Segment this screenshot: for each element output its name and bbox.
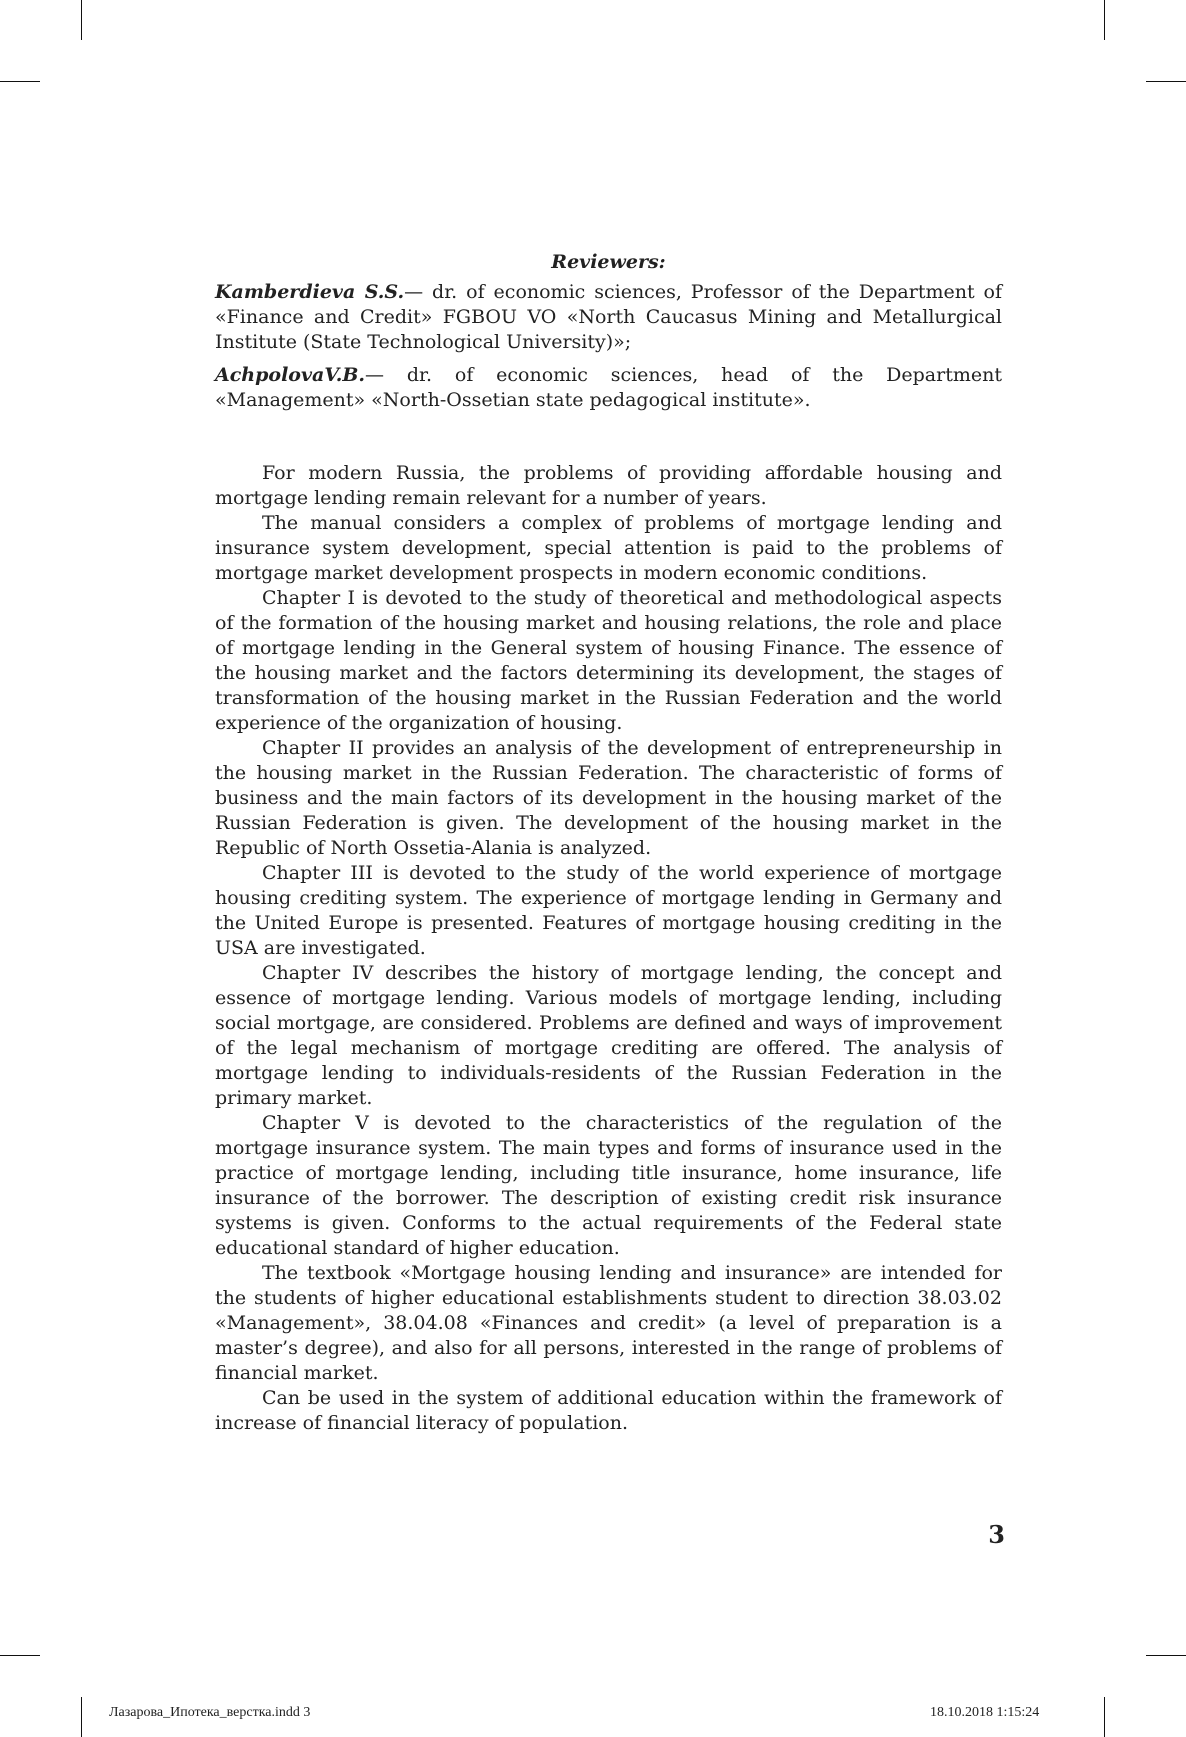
abstract-paragraph: Chapter V is devoted to the characteristics of the regulation of the mortgage insurance system. The main types and forms of insurance used in the practice of mortgage lending, including title insurance, home insurance, life insurance of the borrower. The description of existing credit risk insurance systems is given. Conforms to the actual requirements of the Federal state educational standard of higher education.: [215, 1112, 1002, 1259]
abstract-paragraph: Chapter I is devoted to the study of theoretical and methodological aspects of the formation of the housing market and housing relations, the role and place of mortgage lending in the General system of housing Finance. The essence of the housing market and the factors determining its development, the stages of transformation of the housing market in the Russian Federation and the world experience of the organization of housing.: [215, 587, 1002, 734]
reviewer-entry: [215, 363, 1002, 413]
reviewer-entry: [215, 280, 1002, 355]
abstract-paragraph: Chapter III is devoted to the study of the world experience of mortgage housing crediting system. The experience of mortgage lending in Germany and the United Europe is presented. Features of mortgage housing crediting in the USA are investigated.: [215, 862, 1002, 959]
reviewer-name: Kamberdieva S.S.: [215, 281, 405, 303]
crop-mark: [81, 1697, 82, 1737]
reviewer-details: — dr. of economic sciences, head of the Department «Management» «North-Ossetian state pedagogical institute».: [215, 364, 1002, 411]
crop-mark: [1146, 1655, 1186, 1656]
reviewers-title: Reviewers:: [551, 251, 666, 273]
abstract-paragraph: Chapter II provides an analysis of the development of entrepreneurship in the housing market in the Russian Federation. The characteristic of forms of business and the main factors of its development in the housing market of the Russian Federation is given. The development of the housing market in the Republic of North Ossetia-Alania is analyzed.: [215, 737, 1002, 859]
crop-mark: [1146, 81, 1186, 82]
slug-timestamp: 18.10.2018 1:15:24: [930, 1705, 1040, 1720]
section-gap: [215, 421, 1002, 461]
slug-filename: Лазарова_Ипотека_верстка.indd 3: [109, 1705, 311, 1720]
crop-mark: [0, 1655, 40, 1656]
abstract-paragraph: The manual considers a complex of problems of mortgage lending and insurance system development, special attention is paid to the problems of mortgage market development prospects in modern economic conditions.: [215, 512, 1002, 584]
reviewer-name: AchpolovaV.B.: [215, 364, 366, 386]
abstract-paragraph: The textbook «Mortgage housing lending and insurance» are intended for the students of higher educational establishments student to direction 38.03.02 «Management», 38.04.08 «Finances and credit» (a level of preparation is a master’s degree), and also for all persons, interested in the range of problems of financial market.: [215, 1262, 1002, 1384]
page-number: 3: [988, 1520, 1005, 1549]
page-content: [215, 250, 1002, 1436]
abstract-paragraph: For modern Russia, the problems of providing affordable housing and mortgage lending remain relevant for a number of years.: [215, 462, 1002, 509]
abstract-paragraph: Chapter IV describes the history of mortgage lending, the concept and essence of mortgage lending. Various models of mortgage lending, including social mortgage, are considered. Problems are defined and ways of improvement of the legal mechanism of mortgage crediting are offered. The analysis of mortgage lending to individuals-residents of the Russian Federation in the primary market.: [215, 962, 1002, 1109]
reviewer-details: — dr. of economic sciences, Professor of the Department of «Finance and Credit» FGBOU VO «North Caucasus Mining and Metallurgical Institute (State Technological University)»;: [215, 281, 1003, 353]
crop-mark: [1104, 0, 1105, 40]
crop-mark: [1104, 1697, 1105, 1737]
crop-mark: [0, 81, 40, 82]
abstract-paragraph: Can be used in the system of additional education within the framework of increase of financial literacy of population.: [215, 1387, 1002, 1434]
crop-mark: [81, 0, 82, 40]
